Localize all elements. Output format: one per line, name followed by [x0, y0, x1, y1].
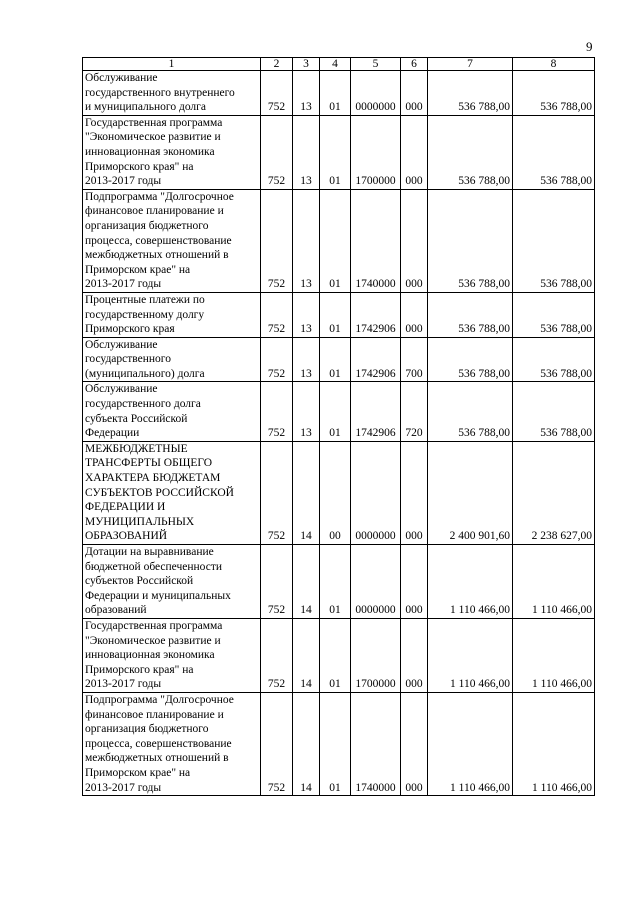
cell-c6: 700 [401, 337, 428, 382]
cell-c6: 720 [401, 382, 428, 441]
cell-c2: 752 [261, 115, 293, 189]
cell-c4: 01 [320, 115, 351, 189]
cell-c8: 2 238 627,00 [513, 441, 595, 544]
cell-c2: 752 [261, 189, 293, 292]
row-name-line: Дотации на выравнивание [85, 546, 214, 558]
cell-c6: 000 [401, 545, 428, 619]
row-name-line: Государственная программа [85, 619, 223, 632]
cell-c4: 01 [320, 189, 351, 292]
cell-c7: 1 110 466,00 [428, 618, 513, 692]
row-name-line: межбюджетных отношений в [85, 249, 229, 262]
row-name-line: МУНИЦИПАЛЬНЫХ [85, 515, 195, 528]
row-name-line: 2013-2017 годы [85, 175, 162, 188]
row-name-line: Обслуживание [85, 338, 158, 351]
cell-c7: 2 400 901,60 [428, 441, 513, 544]
row-name-line: государственного [85, 353, 171, 366]
cell-c4: 01 [320, 71, 351, 116]
header-cell: 4 [320, 58, 351, 71]
table-body [83, 58, 595, 796]
cell-c6: 000 [401, 441, 428, 544]
row-name-line: ТРАНСФЕРТЫ ОБЩЕГО [85, 457, 213, 470]
cell-c2: 752 [261, 618, 293, 692]
row-name-cell [83, 292, 261, 337]
cell-c7: 536 788,00 [428, 189, 513, 292]
cell-c5: 1700000 [351, 115, 401, 189]
row-name-line: государственного долга [85, 398, 201, 411]
row-name-line: финансовое планирование и [85, 205, 224, 218]
cell-c3: 13 [293, 115, 320, 189]
row-name-cell [83, 441, 261, 544]
row-name-line: Обслуживание [85, 383, 158, 396]
cell-c8: 536 788,00 [513, 292, 595, 337]
cell-c6: 000 [401, 71, 428, 116]
row-name-line: "Экономическое развитие и [85, 634, 221, 647]
header-cell: 3 [293, 58, 320, 71]
cell-c3: 13 [293, 189, 320, 292]
cell-c2: 752 [261, 382, 293, 441]
table-row [83, 292, 595, 337]
table-row [83, 618, 595, 692]
cell-c8: 536 788,00 [513, 71, 595, 116]
cell-c4: 01 [320, 545, 351, 619]
row-name-line: Подпрограмма "Долгосрочное [85, 190, 234, 203]
cell-c7: 1 110 466,00 [428, 545, 513, 619]
row-name-line: (муниципального) долга [85, 367, 205, 380]
row-name-cell [83, 618, 261, 692]
table-row [83, 71, 595, 116]
header-cell: 7 [428, 58, 513, 71]
cell-c2: 752 [261, 71, 293, 116]
row-name-line: Федерации [85, 427, 140, 440]
row-name-cell [83, 71, 261, 116]
row-name-line: Обслуживание [85, 72, 158, 84]
row-name-line: Федерации и муниципальных [85, 589, 231, 602]
cell-c8: 1 110 466,00 [513, 618, 595, 692]
row-name-line: ХАРАКТЕРА БЮДЖЕТАМ [85, 472, 221, 485]
table-row [83, 189, 595, 292]
cell-c7: 536 788,00 [428, 71, 513, 116]
cell-c2: 752 [261, 337, 293, 382]
cell-c8: 536 788,00 [513, 115, 595, 189]
cell-c5: 1742906 [351, 382, 401, 441]
row-name-line: Приморском крае" на [85, 766, 191, 779]
cell-c4: 01 [320, 692, 351, 795]
row-name-line: субъекта Российской [85, 412, 188, 425]
table-row [83, 545, 595, 619]
row-name-line: 2013-2017 годы [85, 278, 162, 291]
cell-c7: 536 788,00 [428, 115, 513, 189]
row-name-line: государственного внутреннего [85, 86, 235, 99]
row-name-line: МЕЖБЮДЖЕТНЫЕ [85, 442, 188, 455]
row-name-cell [83, 337, 261, 382]
header-cell: 6 [401, 58, 428, 71]
cell-c4: 01 [320, 382, 351, 441]
cell-c8: 536 788,00 [513, 337, 595, 382]
row-name-line: организация бюджетного [85, 219, 209, 232]
cell-c6: 000 [401, 618, 428, 692]
table-row [83, 115, 595, 189]
row-name-line: государственному долгу [85, 308, 205, 321]
row-name-line: ОБРАЗОВАНИЙ [85, 530, 168, 543]
cell-c8: 1 110 466,00 [513, 692, 595, 795]
row-name-line: Подпрограмма "Долгосрочное [85, 693, 234, 706]
cell-c3: 13 [293, 382, 320, 441]
row-name-line: инновационная экономика [85, 649, 215, 662]
row-name-line: ФЕДЕРАЦИИ И [85, 501, 166, 514]
table-row [83, 441, 595, 544]
row-name-line: финансовое планирование и [85, 708, 224, 721]
cell-c5: 1740000 [351, 692, 401, 795]
cell-c6: 000 [401, 189, 428, 292]
row-name-cell [83, 115, 261, 189]
cell-c6: 000 [401, 115, 428, 189]
cell-c3: 14 [293, 441, 320, 544]
cell-c8: 1 110 466,00 [513, 545, 595, 619]
cell-c3: 13 [293, 337, 320, 382]
row-name-cell [83, 189, 261, 292]
cell-c2: 752 [261, 292, 293, 337]
cell-c5: 0000000 [351, 441, 401, 544]
cell-c3: 14 [293, 692, 320, 795]
row-name-line: инновационная экономика [85, 145, 215, 158]
cell-c8: 536 788,00 [513, 382, 595, 441]
header-cell: 5 [351, 58, 401, 71]
row-name-line: процесса, совершенствование [85, 234, 232, 247]
row-name-cell [83, 545, 261, 619]
cell-c6: 000 [401, 292, 428, 337]
row-name-line: "Экономическое развитие и [85, 131, 221, 144]
table-row [83, 337, 595, 382]
cell-c5: 0000000 [351, 545, 401, 619]
cell-c7: 1 110 466,00 [428, 692, 513, 795]
row-name-line: СУБЪЕКТОВ РОССИЙСКОЙ [85, 486, 234, 499]
table-row [83, 382, 595, 441]
cell-c5: 1700000 [351, 618, 401, 692]
row-name-line: бюджетной обеспеченности [85, 560, 223, 573]
cell-c4: 01 [320, 337, 351, 382]
cell-c7: 536 788,00 [428, 382, 513, 441]
row-name-cell [83, 382, 261, 441]
row-name-line: 2013-2017 годы [85, 678, 162, 691]
cell-c2: 752 [261, 441, 293, 544]
cell-c2: 752 [261, 545, 293, 619]
cell-c5: 0000000 [351, 71, 401, 116]
cell-c8: 536 788,00 [513, 189, 595, 292]
cell-c3: 14 [293, 618, 320, 692]
budget-table [82, 57, 595, 796]
row-name-line: Приморского края" на [85, 160, 194, 173]
cell-c3: 13 [293, 71, 320, 116]
cell-c5: 1740000 [351, 189, 401, 292]
row-name-cell [83, 692, 261, 795]
row-name-line: образований [85, 604, 147, 617]
cell-c3: 14 [293, 545, 320, 619]
row-name-line: субъектов Российской [85, 575, 194, 588]
row-name-line: и муниципального долга [85, 101, 206, 114]
row-name-line: Приморском крае" на [85, 263, 191, 276]
header-row [83, 58, 595, 71]
header-cell: 2 [261, 58, 293, 71]
cell-c4: 01 [320, 292, 351, 337]
page-number: 9 [586, 39, 593, 54]
row-name-line: 2013-2017 годы [85, 781, 162, 794]
row-name-line: Процентные платежи по [85, 293, 205, 306]
row-name-line: организация бюджетного [85, 723, 209, 736]
table-row [83, 692, 595, 795]
cell-c4: 01 [320, 618, 351, 692]
row-name-line: Приморского края" на [85, 663, 194, 676]
header-cell: 8 [513, 58, 595, 71]
row-name-line: процесса, совершенствование [85, 737, 232, 750]
cell-c7: 536 788,00 [428, 337, 513, 382]
cell-c7: 536 788,00 [428, 292, 513, 337]
cell-c5: 1742906 [351, 337, 401, 382]
cell-c6: 000 [401, 692, 428, 795]
cell-c5: 1742906 [351, 292, 401, 337]
cell-c2: 752 [261, 692, 293, 795]
row-name-line: Приморского края [85, 323, 175, 336]
row-name-line: Государственная программа [85, 116, 223, 129]
cell-c3: 13 [293, 292, 320, 337]
header-cell: 1 [83, 58, 261, 71]
row-name-line: межбюджетных отношений в [85, 752, 229, 765]
cell-c4: 00 [320, 441, 351, 544]
